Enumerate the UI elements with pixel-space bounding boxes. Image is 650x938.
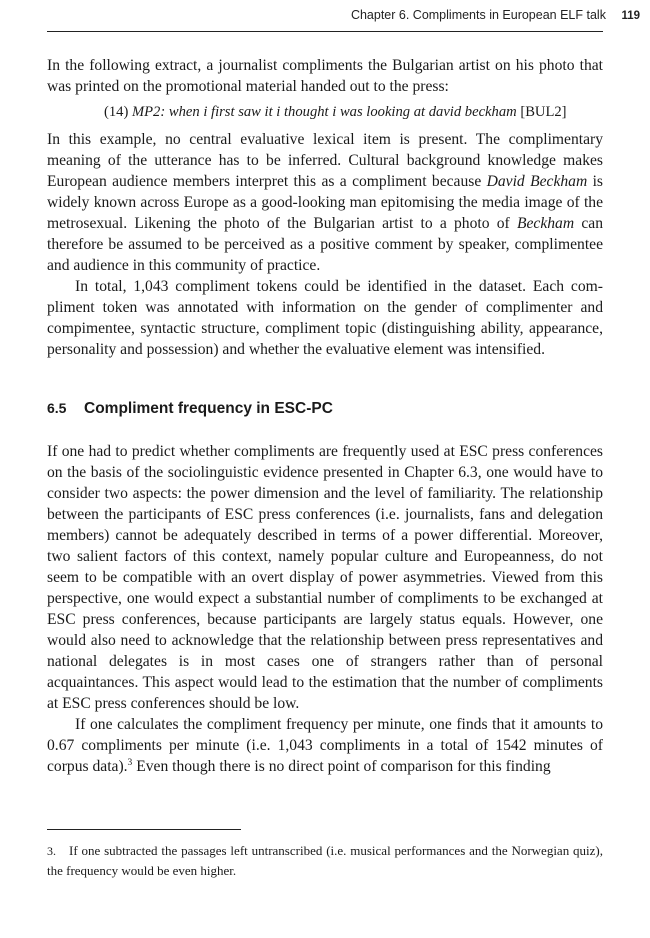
header-rule (47, 31, 603, 32)
text-run: If one calculates the compliment frequency per minute, one finds that it amounts to 0.67 compliments per minute (i.e. 1,043 compliments in a total of 1542 minutes of corpus data). (47, 716, 603, 775)
footnote-number: 3. (47, 844, 56, 858)
italic-name: Beckham (516, 215, 575, 232)
paragraph-tokens: In total, 1,043 compliment tokens could be identified in the dataset. Each compliment token was annotated with information on the gender of complimenter and compimentee, syntactic structure, compliment topic (distinguishing ability, appearance, personality and possession) and whether the evaluative element was intensified. (47, 278, 603, 358)
section-title: Compliment frequency in ESC-PC (84, 400, 333, 417)
section-number: 6.5 (47, 400, 67, 416)
running-head (47, 8, 640, 30)
chapter-title: Chapter 6. Compliments in European ELF talk (350, 8, 606, 22)
footnote-text: If one subtracted the passages left untranscribed (i.e. musical performances and the Norwegian quiz), the frequency would be even higher. (47, 843, 603, 878)
text-run: In this example, no central evaluative lexical item is present. The complimentary meaning of the utterance has to be inferred. Cultural background knowledge makes European audience members interpret this as a compliment because (47, 131, 603, 190)
page-number: 119 (621, 10, 640, 22)
example-source: [BUL2] (520, 104, 567, 120)
section-heading (47, 398, 603, 419)
example-14 (47, 102, 603, 123)
example-number: (14) (104, 104, 129, 120)
footnote-reference[interactable]: 3 (127, 758, 133, 768)
italic-name: David Beckham (486, 173, 588, 190)
text-run: is widely known across Europe as a good-looking man epitomising the media image of the metrosexual. Likening the photo of the Bulgarian artist to a photo of (47, 173, 603, 232)
text-run: can therefore be assumed to be perceived as a positive comment by speaker, complimentee and audience in this community of practice. (47, 215, 603, 274)
body-text (47, 55, 603, 777)
text-run: Even though there is no direct point of comparison for this finding (132, 758, 551, 775)
example-utterance: MP2: when i first saw it i thought i was looking at david beckham (131, 104, 517, 120)
paragraph-analysis (47, 129, 603, 276)
paragraph-intro: In the following extract, a journalist compliments the Bulgarian artist on his photo that was printed on the promotional material handed out to the press: (47, 57, 603, 95)
footnote-rule (47, 829, 241, 830)
paragraph-frequency (47, 714, 603, 777)
footnote (47, 841, 603, 880)
paragraph-prediction: If one had to predict whether compliments are frequently used at ESC press conferences on the basis of the sociolinguistic evidence presented in Chapter 6.3, one would have to consider two aspects: the power dimension and the level of familiarity. The relationship between the participants of ESC press conferences (i.e. journalists, fans and delegation members) cannot be adequately described in terms of a power differential. Moreover, two salient factors of this context, namely popular culture and Europeanness, do not seem to be compatible with an overt display of power asymmetries. Viewed from this perspective, one would expect a substantial number of compliments to be exchanged at ESC press conferences, because participants are largely status equals. However, one would also need to acknowledge that the relationship between press representatives and national delegates is in most cases one of strangers rather than of personal acquaintances. This aspect would lead to the estimation that the number of compliments at ESC press conferences should be low. (47, 443, 603, 712)
